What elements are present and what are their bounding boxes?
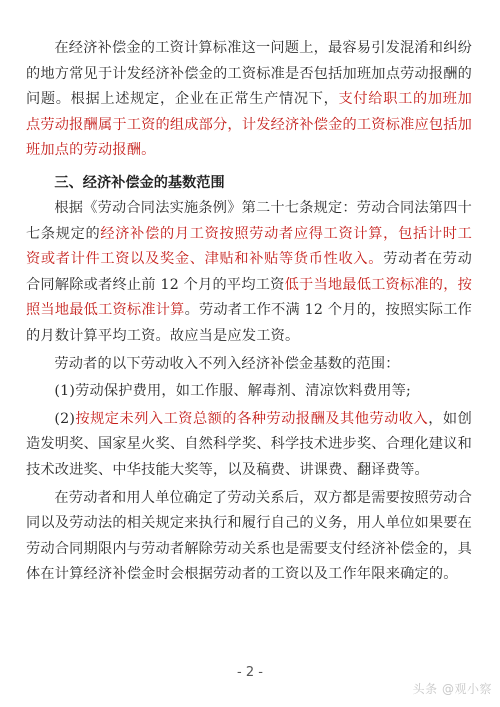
highlighted-text: 支付给职工的加班加点劳动报酬属于工资的组成部分，计发经济补偿金的工资标准应包括加班加点的劳动报酬。 bbox=[26, 91, 473, 159]
list-item-protection-costs: (1)劳动保护费用，如工作服、解毒剂、清凉饮料费用等; bbox=[54, 383, 411, 400]
paragraph-text: 。劳动者工作不满 12 个月的，按照实际工作的月数计算平均工资。故应当是应发工资。 bbox=[26, 302, 472, 344]
highlighted-text: 经济补偿的月工资按照劳动者应得工资计算，包括计时工资或者计件工资以及奖金、津贴和补贴等货币性收入。 bbox=[26, 225, 472, 268]
list-item-number: (2) bbox=[54, 410, 76, 427]
paragraph-text: 劳动者在劳动合同解除或者终止前 12 个月的平均工资 bbox=[26, 251, 472, 293]
highlighted-text: 按规定未列入工资总额的各种劳动报酬及其他劳动收入 bbox=[75, 410, 429, 427]
highlighted-text: 低于当地最低工资标准的，按照当地最低工资标准计算 bbox=[26, 276, 472, 319]
paragraph-regulation bbox=[26, 196, 472, 350]
paragraph-text: ，如创造发明奖、国家星火奖、自然科学奖、科学技术进步奖、合理化建议和技术改进奖、中华技能大奖等，以及稿费、讲课费、翻译费等。 bbox=[26, 410, 473, 478]
paragraph-excluded-intro: 劳动者的以下劳动收入不列入经济补偿金基数的范围： bbox=[54, 355, 400, 372]
section-heading: 三、经济补偿金的基数范围 bbox=[54, 174, 225, 191]
page-number: - 2 - bbox=[237, 665, 263, 680]
document-page bbox=[26, 36, 472, 588]
watermark: 头条 @观小察 bbox=[412, 682, 492, 696]
paragraph-conclusion: 在劳动者和用人单位确定了劳动关系后，双方都是需要按照劳动合同以及劳动法的相关规定来执行和履行自己的义务，用人单位如果要在劳动合同期限内与劳动者解除劳动关系也是需要支付经济补偿金的，具体在计算经济补偿金时会根据劳动者的工资以及工作年限来确定的。 bbox=[26, 489, 473, 583]
list-item-other-income bbox=[26, 407, 472, 484]
paragraph-overtime-standard bbox=[26, 36, 472, 164]
paragraph-text: 在经济补偿金的工资计算标准这一问题上，最容易引发混淆和纠纷的地方常见于计发经济补偿金的工资标准是否包括加班加点劳动报酬的问题。根据上述规定，企业在正常生产情况下， bbox=[26, 40, 473, 108]
paragraph-text: 根据《劳动合同法实施条例》第二十七条规定：劳动合同法第四十七条规定的 bbox=[26, 199, 472, 242]
